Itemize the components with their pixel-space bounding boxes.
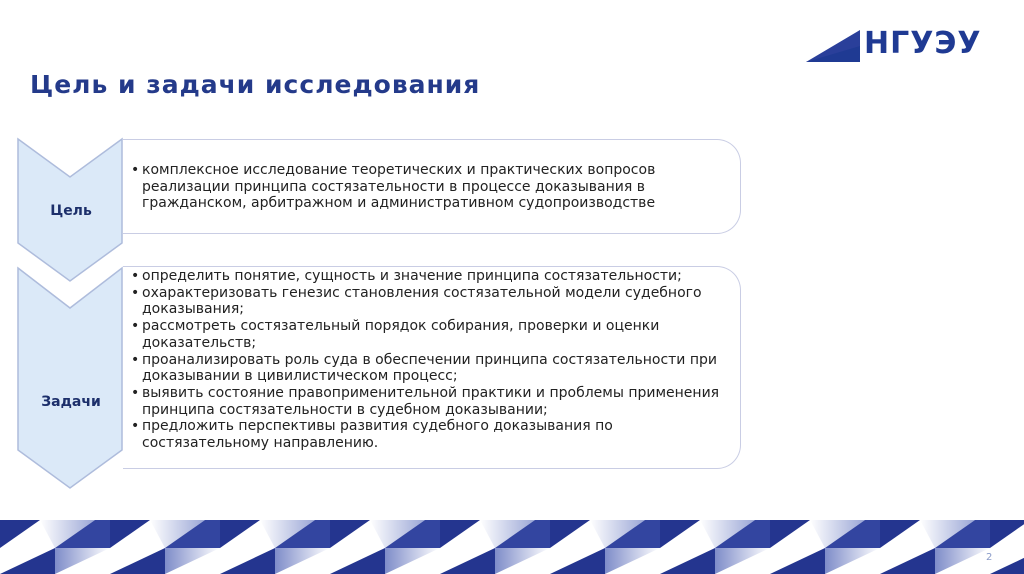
logo-triangles-icon (806, 26, 860, 64)
goal-label: Цель (50, 203, 92, 219)
tasks-chevron (16, 266, 126, 492)
goal-list (131, 162, 731, 212)
list-item: • охарактеризовать генезис становления состязательной модели судебного доказывания; (131, 285, 731, 318)
list-item: • комплексное исследование теоретических и практических вопросов реализации принципа состязательности в процессе доказывания в гражданском, арбитражном и административном судопроизводстве (131, 162, 731, 212)
list-item: • выявить состояние правоприменительной практики и проблемы применения принципа состязательности в судебном доказывании; (131, 385, 731, 418)
tasks-label: Задачи (41, 394, 101, 410)
logo (806, 26, 996, 64)
page-title: Цель и задачи исследования (30, 70, 481, 99)
list-item: • определить понятие, сущность и значение принципа состязательности; (131, 268, 731, 285)
list-item: • рассмотреть состязательный порядок собирания, проверки и оценки доказательств; (131, 318, 731, 351)
decorative-pattern (0, 520, 1024, 574)
list-item: • проанализировать роль суда в обеспечении принципа состязательности при доказывании в цивилистическом процесс; (131, 352, 731, 385)
tasks-list (131, 268, 731, 452)
logo-text: НГУЭУ (864, 26, 982, 61)
list-item: • предложить перспективы развития судебного доказывания по состязательному направлению. (131, 418, 731, 451)
slide-number: 2 (986, 552, 993, 563)
